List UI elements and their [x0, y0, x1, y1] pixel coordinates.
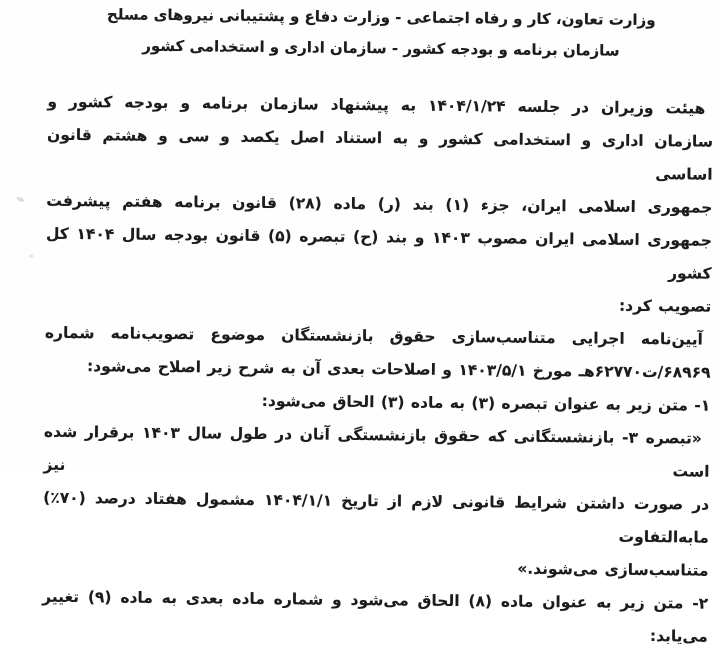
- paragraph1-line3: جمهوری اسلامی ایران، جزء (۱) بند (ر) ماده (۲۸) قانون برنامه هفتم پیشرفت: [46, 191, 713, 217]
- paragraph2-line1: آیین‌نامه اجرایی متناسب‌سازی حقوق بازنشستگان موضوع تصویب‌نامه شماره: [44, 323, 704, 349]
- document-header: [48, 0, 715, 68]
- document-body: [42, 86, 714, 654]
- amendment-item-2: ۲- متن زیر به عنوان ماده (۸) الحاق می‌شود و شماره ماده بعدی به ماده (۹) تغییر می‌یابد:: [42, 587, 709, 646]
- note3-line3: متناسب‌سازی می‌شوند.»: [517, 559, 709, 580]
- note3-line1: «تبصره ۳- بازنشستگانی که حقوق بازنشستگی آنان در طول سال ۱۴۰۳ برقرار شده است نیز: [43, 422, 710, 481]
- paragraph1-line2: سازمان اداری و استخدامی کشور و به استناد اصل یکصد و سی و هشتم قانون اساسی: [46, 125, 714, 184]
- paragraph2-line2: ۶۸۹۶۹/ت۶۲۷۷۰هـ مورخ ۱۴۰۳/۵/۱ و اصلاحات بعدی آن به شرح زیر اصلاح می‌شود:: [86, 357, 711, 382]
- scan-artifact: [16, 196, 25, 203]
- paragraph1-line1: هیئت وزیران در جلسه ۱۴۰۴/۱/۲۴ به پیشنهاد سازمان برنامه و بودجه کشور و: [47, 92, 706, 118]
- scan-artifact: [29, 255, 34, 258]
- note3-line2: در صورت داشتن شرایط قانونی لازم از تاریخ ۱۴۰۴/۱/۱ مشمول هفتاد درصد (۷۰٪) مابه‌التفاوت: [43, 488, 710, 547]
- paragraph1-line4: جمهوری اسلامی ایران مصوب ۱۴۰۳ و بند (ح) تبصره (۵) قانون بودجه سال ۱۴۰۴ کل کشور: [45, 224, 713, 283]
- amendment-item-1: ۱- متن زیر به عنوان تبصره (۳) به ماده (۳) الحاق می‌شود:: [261, 391, 711, 415]
- paragraph1-line5: تصویب کرد:: [618, 296, 712, 316]
- header-line-organizations: سازمان برنامه و بودجه کشور - سازمان اداری و استخدامی کشور: [142, 36, 620, 60]
- header-line-ministries: وزارت تعاون، کار و رفاه اجتماعی - وزارت دفاع و پشتیبانی نیروهای مسلح: [106, 5, 656, 30]
